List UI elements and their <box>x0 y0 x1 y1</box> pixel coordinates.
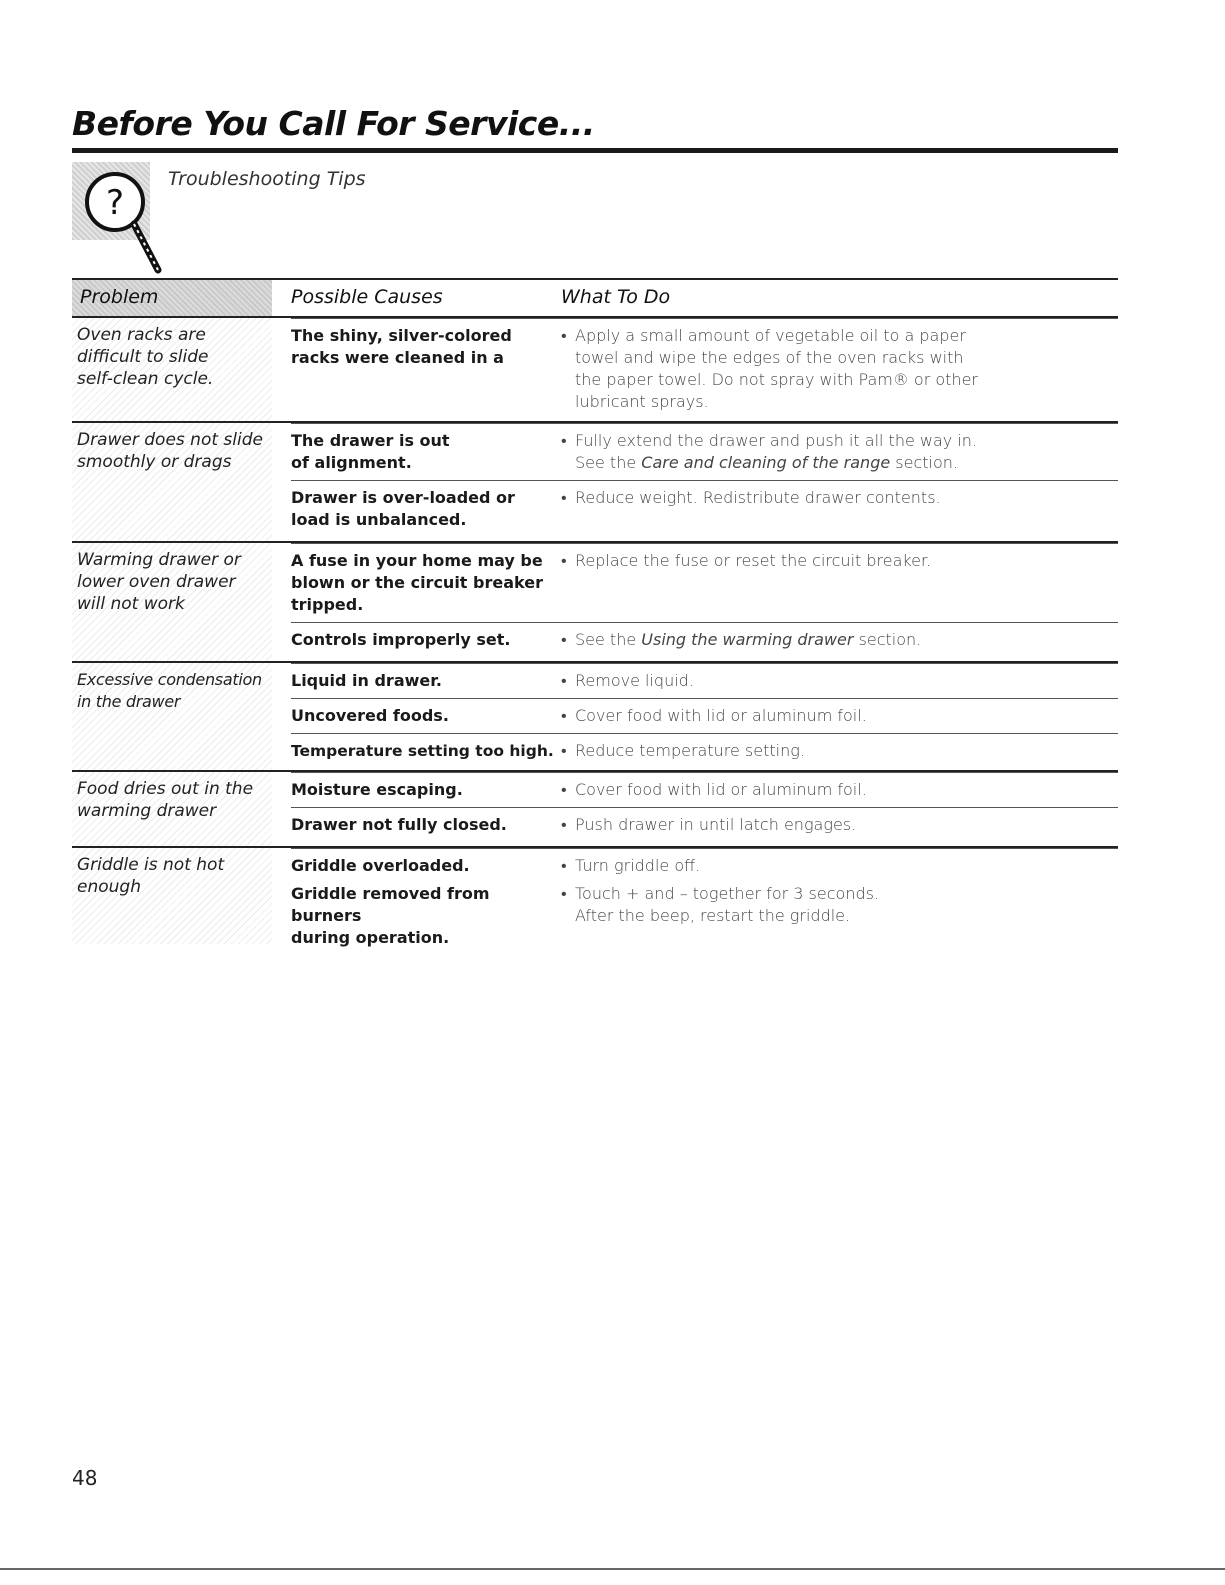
problem-group-condensation <box>72 663 1118 772</box>
cause-text: Drawer is over-loaded or load is unbalanced. <box>291 488 515 529</box>
cause-text: Griddle removed from burners during operation. <box>291 884 490 947</box>
cause-row <box>291 423 1118 480</box>
section-subtitle: Troubleshooting Tips <box>168 168 366 190</box>
todo-text: • Cover food with lid or aluminum foil. <box>561 706 867 725</box>
troubleshooting-table <box>72 278 1118 947</box>
problem-text: Food dries out in the warming drawer <box>77 779 254 821</box>
cause-row <box>291 848 1118 877</box>
todo-text: • Push drawer in until latch engages. <box>561 815 857 834</box>
table-header <box>72 278 1118 318</box>
todo-text: • Fully extend the drawer and push it all the way in. See the Care and cleaning of the range section. <box>561 431 978 472</box>
page-number: 48 <box>72 1466 98 1490</box>
problem-group-food-dries <box>72 772 1118 848</box>
cause-row <box>291 622 1118 663</box>
cause-text: Controls improperly set. <box>291 630 511 649</box>
cause-text: Griddle overloaded. <box>291 856 470 875</box>
page-title: Before You Call For Service... <box>72 104 595 143</box>
cause-row <box>291 480 1118 543</box>
problem-group-oven-racks <box>72 318 1118 423</box>
cause-row <box>291 733 1118 772</box>
svg-text:?: ? <box>105 183 125 223</box>
title-rule <box>72 148 1118 153</box>
cause-row <box>291 807 1118 848</box>
cause-text: The shiny, silver-colored racks were cleaned in a <box>291 326 512 367</box>
problem-group-griddle <box>72 848 1118 947</box>
question-magnifier-icon <box>72 160 172 280</box>
problem-text: Excessive condensation in the drawer <box>77 670 262 711</box>
problem-text: Griddle is not hot enough <box>77 855 225 897</box>
todo-text: • Cover food with lid or aluminum foil. <box>561 780 867 799</box>
todo-text: • Apply a small amount of vegetable oil to a paper towel and wipe the edges of the oven racks with the paper towel. Do not spray with Pam® or other lubricant sprays. <box>561 326 979 411</box>
cause-row <box>291 318 1118 422</box>
column-header-causes: Possible Causes <box>291 286 443 308</box>
cause-text: Liquid in drawer. <box>291 671 442 690</box>
column-header-what-to-do: What To Do <box>561 286 671 308</box>
todo-text: • Touch + and – together for 3 seconds. After the beep, restart the griddle. <box>561 884 880 925</box>
cause-row <box>291 543 1118 622</box>
bottom-rule <box>0 1568 1225 1570</box>
todo-text: • Reduce temperature setting. <box>561 741 805 760</box>
todo-text: • Replace the fuse or reset the circuit breaker. <box>561 551 932 570</box>
problem-text: Oven racks are difficult to slide self-clean cycle. <box>77 325 214 389</box>
problem-group-warming-drawer <box>72 543 1118 663</box>
cause-text: Moisture escaping. <box>291 780 463 799</box>
todo-text: • Reduce weight. Redistribute drawer contents. <box>561 488 941 507</box>
cause-text: A fuse in your home may be blown or the circuit breaker tripped. <box>291 551 543 614</box>
todo-text: • Turn griddle off. <box>561 856 701 875</box>
cause-text: Uncovered foods. <box>291 706 449 725</box>
cause-row <box>291 663 1118 698</box>
cause-row <box>291 772 1118 807</box>
cause-row <box>291 698 1118 733</box>
problem-group-drawer-slide <box>72 423 1118 543</box>
cause-text: Temperature setting too high. <box>291 742 554 760</box>
cause-row <box>291 877 1118 947</box>
cause-text: The drawer is out of alignment. <box>291 431 450 472</box>
problem-text: Warming drawer or lower oven drawer will not work <box>77 550 241 614</box>
cause-text: Drawer not fully closed. <box>291 815 507 834</box>
column-header-problem: Problem <box>80 286 159 308</box>
todo-text: • See the Using the warming drawer section. <box>561 630 922 649</box>
problem-text: Drawer does not slide smoothly or drags <box>77 430 263 472</box>
todo-text: • Remove liquid. <box>561 671 694 690</box>
